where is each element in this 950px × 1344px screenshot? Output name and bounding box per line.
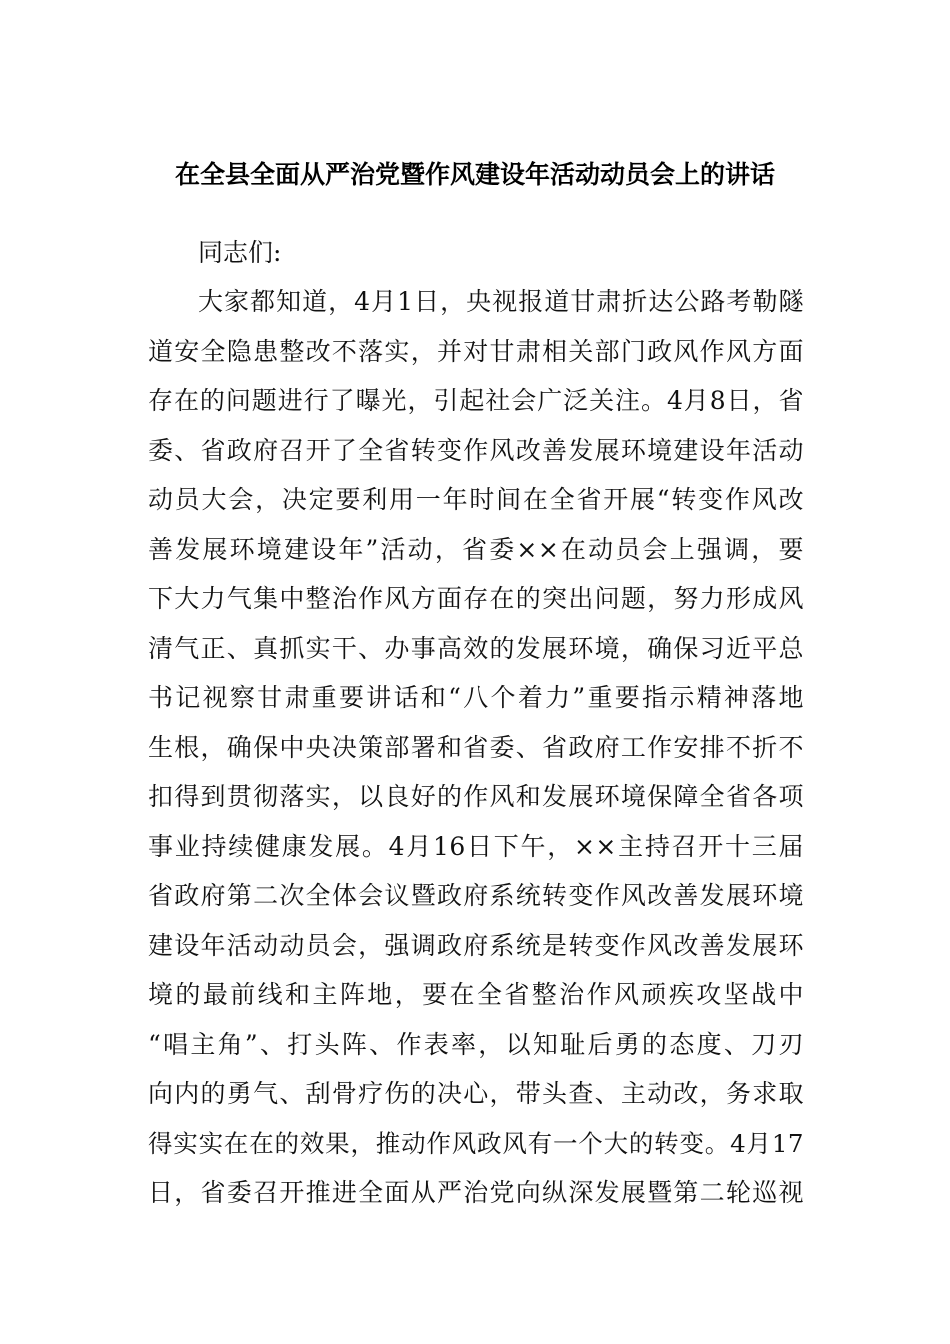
paragraph-line: 境的最前线和主阵地，要在全省整治作风顽疾攻坚战中 bbox=[148, 980, 804, 1009]
paragraph-line: 道安全隐患整改不落实，并对甘肃相关部门政风作风方面 bbox=[148, 337, 804, 366]
paragraph-line: 省政府第二次全体会议暨政府系统转变作风改善发展环境 bbox=[148, 881, 804, 910]
paragraph-line: 书记视察甘肃重要讲话和“八个着力”重要指示精神落地 bbox=[148, 683, 804, 712]
paragraph-line: 善发展环境建设年”活动，省委××在动员会上强调，要 bbox=[148, 535, 804, 564]
paragraph-line: 日，省委召开推进全面从严治党向纵深发展暨第二轮巡视 bbox=[148, 1178, 804, 1207]
paragraph-line: 下大力气集中整治作风方面存在的突出问题，努力形成风 bbox=[148, 584, 804, 613]
paragraph-line: 存在的问题进行了曝光，引起社会广泛关注。4月8日，省 bbox=[148, 386, 804, 415]
paragraph-line: 大家都知道，4月1日，央视报道甘肃折达公路考勒隧 bbox=[198, 287, 804, 316]
paragraph-line: 委、省政府召开了全省转变作风改善发展环境建设年活动 bbox=[148, 436, 804, 465]
paragraph-line: 清气正、真抓实干、办事高效的发展环境，确保习近平总 bbox=[148, 634, 804, 663]
paragraph-line: 动员大会，决定要利用一年时间在全省开展“转变作风改 bbox=[148, 485, 804, 514]
paragraph-line: 向内的勇气、刮骨疗伤的决心，带头查、主动改，务求取 bbox=[148, 1079, 804, 1108]
document-title: 在全县全面从严治党暨作风建设年活动动员会上的讲话 bbox=[174, 160, 775, 189]
paragraph-line: 得实实在在的效果，推动作风政风有一个大的转变。4月17 bbox=[148, 1129, 804, 1158]
paragraph-line: 事业持续健康发展。4月16日下午，××主持召开十三届 bbox=[148, 832, 804, 861]
paragraph-line: 建设年活动动员会，强调政府系统是转变作风改善发展环 bbox=[148, 931, 804, 960]
paragraph-line: “唱主角”、打头阵、作表率，以知耻后勇的态度、刀刃 bbox=[148, 1030, 804, 1059]
paragraph-line: 扣得到贯彻落实，以良好的作风和发展环境保障全省各项 bbox=[148, 782, 804, 811]
paragraph-line: 生根，确保中央决策部署和省委、省政府工作安排不折不 bbox=[148, 733, 804, 762]
salutation: 同志们: bbox=[198, 238, 282, 267]
